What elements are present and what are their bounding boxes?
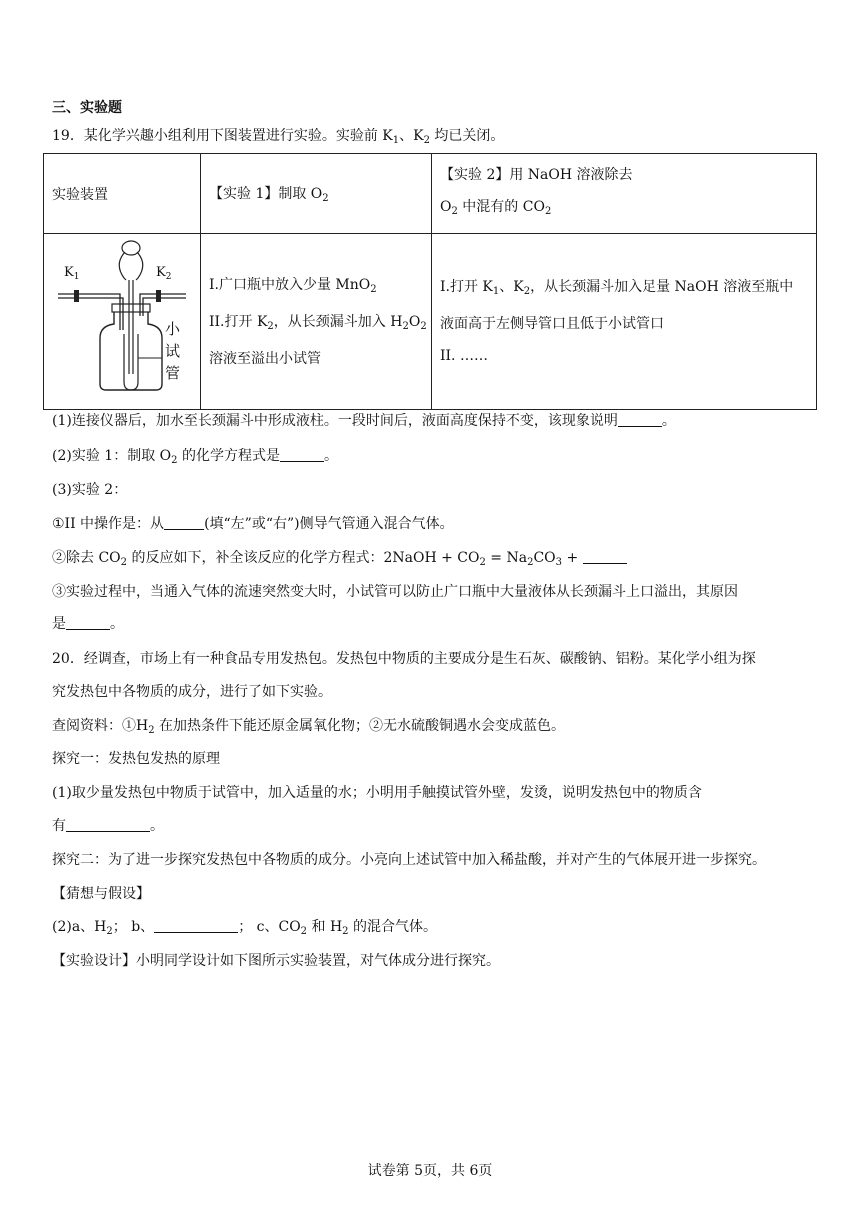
tube-label-3: 管: [165, 364, 181, 382]
answer-blank[interactable]: [154, 918, 238, 933]
stopper-shape: [112, 304, 150, 312]
q20-q1-line1: (1)取少量发热包中物质于试管中，加入适量的水；小明用手触摸试管外壁，发烫，说明发热包中的物质含: [52, 785, 702, 801]
answer-blank[interactable]: [66, 817, 150, 832]
apparatus-diagram-cell: [44, 234, 201, 410]
q19-part2: (2)实验 1：制取 $O_2$ 的化学方程式是 。: [52, 448, 338, 466]
q20-design: 【实验设计】小明同学设计如下图所示实验装置，对气体成分进行探究。: [52, 953, 500, 969]
small-test-tube-shape: [124, 334, 138, 390]
q19-part3-3-line2: 是 。: [52, 616, 124, 632]
q19-intro: 19．某化学兴趣小组利用下图装置进行实验。实验前 $K_1$、$K_2$ 均已关闭。: [52, 128, 505, 146]
k2-label: $K_2$: [156, 265, 172, 282]
exp2-steps: I.打开 $K_1$、$K_2$，从长颈漏斗加入足量 NaOH 溶液至瓶中 液面高于左侧导管口且低于小试管口 II. ……: [432, 234, 817, 410]
q20-intro-line1: 20．经调查，市场上有一种食品专用发热包。发热包中物质的主要成分是生石灰、碳酸钠、铝粉。某化学小组为探: [52, 651, 756, 667]
q19-part3-3-line1: ③实验过程中，当通入气体的流速突然变大时，小试管可以防止广口瓶中大量液体从长颈漏斗上口溢出，其原因: [52, 584, 738, 600]
q20-explore1: 探究一：发热包发热的原理: [52, 751, 220, 767]
q20-q1-line2: 有 。: [52, 818, 164, 834]
answer-blank[interactable]: [66, 615, 110, 630]
answer-blank[interactable]: [583, 549, 627, 564]
q19-part1: (1)连接仪器后，加水至长颈漏斗中形成液柱。一段时间后，液面高度保持不变，该现象说明 。: [52, 413, 676, 429]
answer-blank[interactable]: [618, 412, 662, 427]
header-exp1: 【实验 1】制取 $O_2$: [201, 154, 432, 234]
q19-part3-2: ②除去 $CO_2$ 的反应如下，补全该反应的化学方程式：2NaOH + $CO_2 = Na_2CO_3$ +: [52, 548, 627, 573]
q20-intro-line2: 究发热包中各物质的成分，进行了如下实验。: [52, 684, 332, 700]
tube-label-2: 试: [165, 342, 181, 360]
page-footer: 试卷第 5页，共 6页: [367, 1163, 493, 1179]
section-title: 三、实验题: [52, 100, 122, 116]
answer-blank[interactable]: [280, 447, 324, 462]
k1-clamp-shape: [74, 290, 79, 302]
bottle-shape: [100, 310, 162, 390]
k1-label: $K_1$: [64, 265, 80, 282]
exp1-steps: I.广口瓶中放入少量 MnO$_2$ II.打开 $K_2$，从长颈漏斗加入 $H_2O_2$ 溶液至溢出小试管: [201, 234, 432, 410]
q20-reference: 查阅资料：$①H_2$ 在加热条件下能还原金属氧化物；②无水硫酸铜遇水会变成蓝色。: [52, 718, 566, 736]
header-exp2: 【实验 2】用 NaOH 溶液除去 $O_2$ 中混有的 $CO_2$: [432, 154, 817, 234]
header-apparatus: 实验装置: [44, 154, 201, 234]
answer-blank[interactable]: [164, 515, 204, 530]
q20-explore2: 探究二：为了进一步探究发热包中各物质的成分。小亮向上述试管中加入稀盐酸，并对产生的气体展开进一步探究。: [52, 852, 766, 868]
k2-clamp-shape: [156, 290, 161, 302]
apparatus-table: [43, 153, 817, 410]
apparatus-diagram: [44, 234, 200, 405]
q19-part3: (3)实验 2：: [52, 482, 128, 498]
tube-label-1: 小: [165, 320, 181, 338]
q20-q2: (2)a、$H_2$； b、 ； c、$CO_2$ 和 $H_2$ 的混合气体。: [52, 919, 437, 937]
q20-hypothesis-title: 【猜想与假设】: [52, 886, 150, 902]
q19-part3-1: ①II 中操作是：从 (填“左”或“右”)侧导气管通入混合气体。: [52, 516, 454, 532]
